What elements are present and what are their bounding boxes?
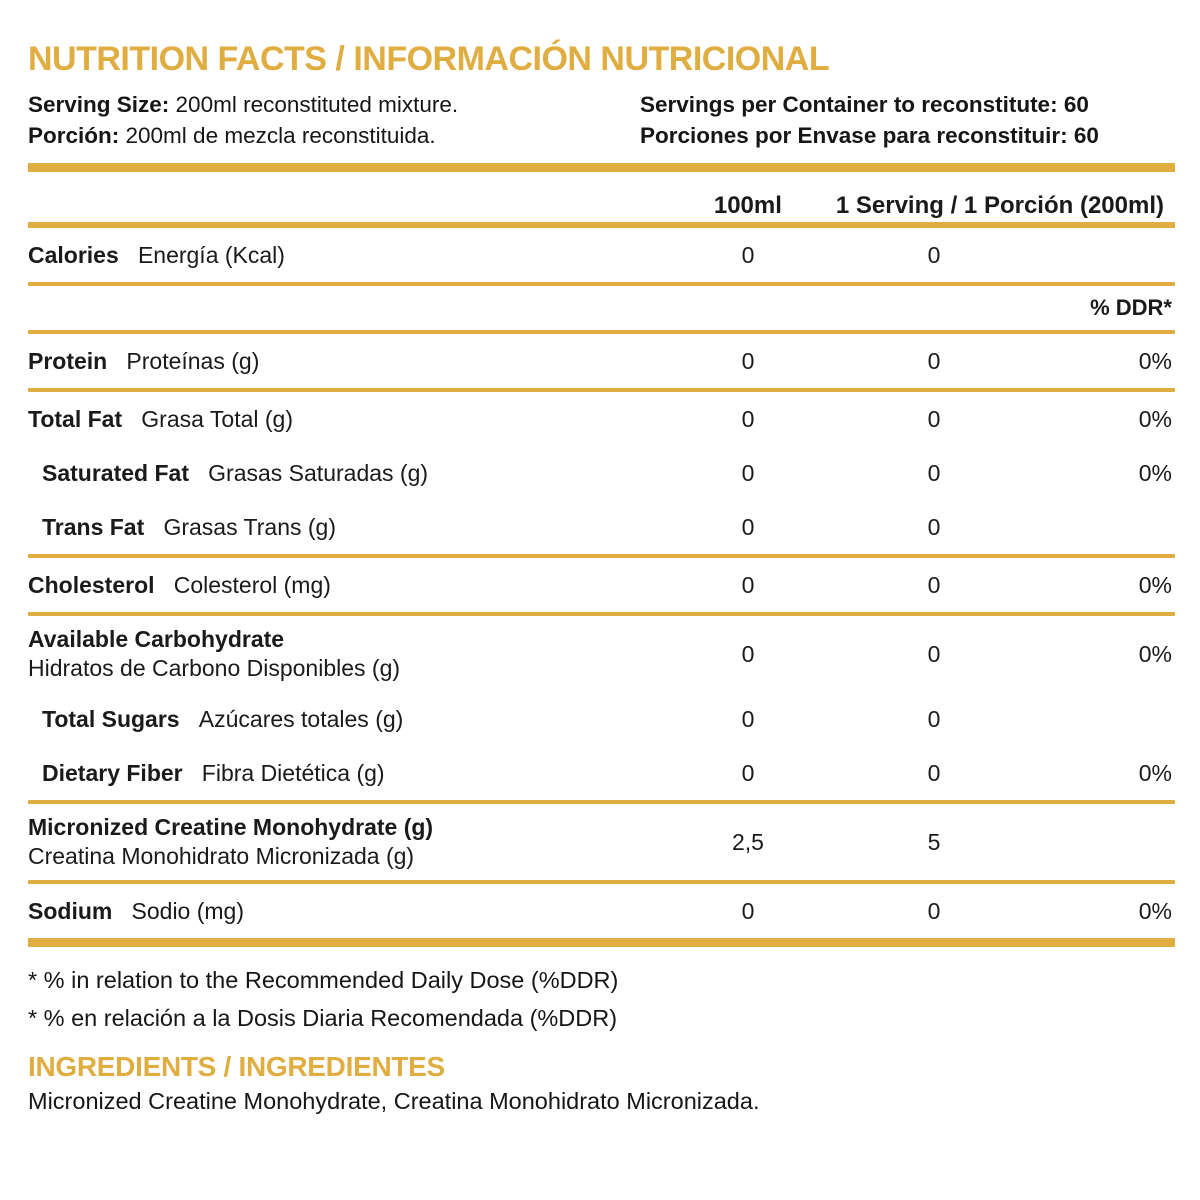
row-value-ddr: 0% xyxy=(1138,897,1172,924)
serving-size-value-en: 200ml reconstituted mixture. xyxy=(169,92,459,117)
row-value-100ml: 0 xyxy=(741,897,755,924)
serving-size-en xyxy=(28,89,640,120)
row-label-en: Total Sugars xyxy=(42,705,180,732)
serving-size-label-es: Porción: xyxy=(28,123,120,148)
row-value-100ml: 0 xyxy=(741,459,755,486)
row-label-saturated-fat xyxy=(28,459,684,488)
row-value-100ml: 0 xyxy=(741,640,755,667)
row-label-es: Grasas Saturadas (g) xyxy=(208,459,429,486)
table-row xyxy=(28,228,1172,282)
row-label-en: Micronized Creatine Monohydrate (g) xyxy=(28,814,434,840)
table-row xyxy=(28,446,1172,500)
row-label-total-fat xyxy=(28,405,684,434)
row-value-ddr: 0% xyxy=(1138,571,1172,598)
row-value-100ml: 0 xyxy=(741,513,755,540)
servings-per-container-es: Porciones por Envase para reconstituir: 60 xyxy=(640,123,1099,148)
row-value-100ml: 0 xyxy=(741,405,755,432)
row-value-serving: 0 xyxy=(927,759,941,786)
column-header-row xyxy=(28,172,1172,222)
row-label-micronized-creatine-monohydrate xyxy=(28,813,684,871)
footnote-es: * % en relación a la Dosis Diaria Recomendada (%DDR) xyxy=(28,1005,618,1031)
row-value-serving: 5 xyxy=(927,828,941,855)
row-label-en: Dietary Fiber xyxy=(42,759,183,786)
ingredients-title: INGREDIENTS / INGREDIENTES xyxy=(28,1051,445,1082)
row-value-100ml: 0 xyxy=(741,705,755,732)
row-label-sodium xyxy=(28,897,684,926)
column-header-serving: 1 Serving / 1 Porción (200ml) xyxy=(835,192,1164,219)
row-value-serving: 0 xyxy=(927,241,941,268)
row-label-trans-fat xyxy=(28,513,684,542)
serving-size-value-es: 200ml de mezcla reconstituida. xyxy=(119,123,436,148)
row-label-en: Sodium xyxy=(28,897,113,924)
footnotes xyxy=(28,947,1172,1037)
table-row xyxy=(28,746,1172,800)
serving-size-es xyxy=(28,120,640,151)
row-label-es: Fibra Dietética (g) xyxy=(201,759,385,786)
servings-per-container-column xyxy=(640,89,1172,151)
row-label-en: Saturated Fat xyxy=(42,459,189,486)
row-label-dietary-fiber xyxy=(28,759,684,788)
ddr-header-label: % DDR* xyxy=(1090,295,1172,320)
footnote-en: * % in relation to the Recommended Daily Dose (%DDR) xyxy=(28,967,619,993)
row-label-cholesterol xyxy=(28,571,684,600)
row-label-en: Total Fat xyxy=(28,405,123,432)
row-label-es: Proteínas (g) xyxy=(126,347,260,374)
row-value-ddr: 0% xyxy=(1138,347,1172,374)
serving-header xyxy=(28,83,1172,163)
row-value-100ml: 0 xyxy=(741,759,755,786)
serving-size-label-en: Serving Size: xyxy=(28,92,170,117)
row-label-en: Trans Fat xyxy=(42,513,145,540)
table-row xyxy=(28,500,1172,554)
row-label-es: Sodio (mg) xyxy=(131,897,244,924)
table-row xyxy=(28,616,1172,692)
row-label-es: Colesterol (mg) xyxy=(173,571,331,598)
row-value-100ml: 2,5 xyxy=(732,828,764,855)
ingredients-body: Micronized Creatine Monohydrate, Creatina Monohidrato Micronizada. xyxy=(28,1088,760,1114)
table-row xyxy=(28,392,1172,446)
row-value-ddr: 0% xyxy=(1138,759,1172,786)
row-value-ddr: 0% xyxy=(1138,459,1172,486)
column-header-100ml: 100ml xyxy=(713,192,782,219)
row-value-ddr: 0% xyxy=(1138,405,1172,432)
row-value-serving: 0 xyxy=(927,705,941,732)
table-row xyxy=(28,692,1172,746)
row-value-serving: 0 xyxy=(927,459,941,486)
row-label-es: Grasa Total (g) xyxy=(141,405,293,432)
table-row xyxy=(28,884,1172,938)
row-value-serving: 0 xyxy=(927,897,941,924)
row-value-ddr: 0% xyxy=(1138,640,1172,667)
row-label-available-carbohydrate xyxy=(28,625,684,683)
row-label-en: Available Carbohydrate xyxy=(28,626,285,652)
row-value-100ml: 0 xyxy=(741,571,755,598)
row-value-serving: 0 xyxy=(927,347,941,374)
ddr-header-row xyxy=(28,286,1172,330)
divider-bottom xyxy=(28,938,1175,947)
servings-per-container-en: Servings per Container to reconstitute: 60 xyxy=(640,92,1089,117)
row-label-calories xyxy=(28,241,684,270)
row-value-serving: 0 xyxy=(927,640,941,667)
row-label-es: Energía (Kcal) xyxy=(137,241,285,268)
row-value-serving: 0 xyxy=(927,513,941,540)
row-label-es: Creatina Monohidrato Micronizada (g) xyxy=(28,843,415,869)
row-value-serving: 0 xyxy=(927,405,941,432)
row-label-es: Azúcares totales (g) xyxy=(198,705,404,732)
serving-size-column xyxy=(28,89,640,151)
row-label-en: Calories xyxy=(28,241,119,268)
row-label-en: Cholesterol xyxy=(28,571,155,598)
table-row xyxy=(28,334,1172,388)
row-value-100ml: 0 xyxy=(741,347,755,374)
row-value-serving: 0 xyxy=(927,571,941,598)
row-label-en: Protein xyxy=(28,347,108,374)
table-row xyxy=(28,558,1172,612)
row-label-es: Grasas Trans (g) xyxy=(163,513,336,540)
row-label-protein xyxy=(28,347,684,376)
row-label-total-sugars xyxy=(28,705,684,734)
divider-top xyxy=(28,163,1175,172)
row-value-100ml: 0 xyxy=(741,241,755,268)
page-title: NUTRITION FACTS / INFORMACIÓN NUTRICIONAL xyxy=(28,40,830,78)
row-label-es: Hidratos de Carbono Disponibles (g) xyxy=(28,655,401,681)
table-row xyxy=(28,804,1172,880)
